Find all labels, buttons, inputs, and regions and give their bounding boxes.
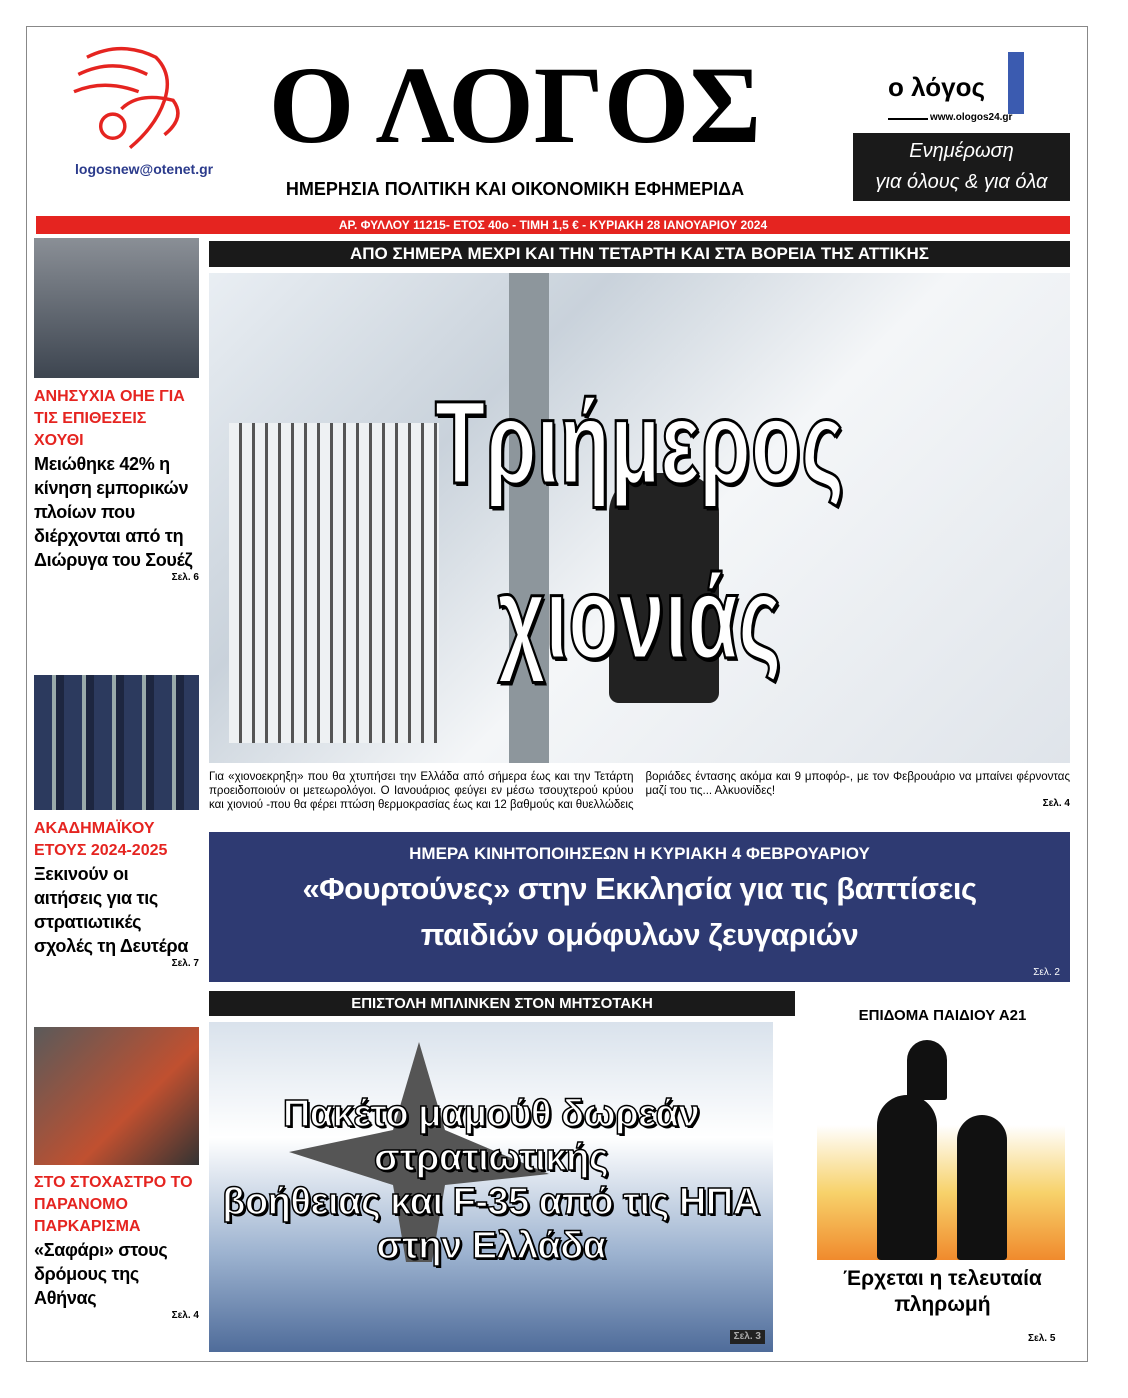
- fourth-headline-line-2: πληρωμή: [894, 1293, 991, 1316]
- parent-silhouette: [957, 1115, 1007, 1260]
- third-kicker: ΕΠΙΣΤΟΛΗ ΜΠΛΙΝΚΕΝ ΣΤΟΝ ΜΗΤΣΟΤΑΚΗ: [209, 991, 795, 1016]
- lead-kicker: ΑΠΟ ΣΗΜΕΡΑ ΜΕΧΡΙ ΚΑΙ ΤΗΝ ΤΕΤΑΡΤΗ ΚΑΙ ΣΤΑ ΒΟΡΕΙΑ ΤΗΣ ΑΤΤΙΚΗΣ: [209, 241, 1070, 267]
- contact-email[interactable]: logosnew@otenet.gr: [75, 161, 214, 177]
- sidebar-story-text: Μειώθηκε 42% η κίνηση εμπορικών πλοίων που διέρχονται από τη Διώρυγα του Σουέζ: [34, 454, 193, 570]
- page-ref: Σελ. 5: [1028, 1333, 1056, 1344]
- ologos24-logo-text: ο λόγος: [888, 72, 985, 102]
- lead-caption: [209, 770, 1070, 812]
- third-story-photo-jets[interactable]: [209, 1022, 773, 1352]
- page-ref: Σελ. 2: [1033, 967, 1060, 978]
- page-ref: Σελ. 4: [1042, 798, 1070, 809]
- parent-silhouette: [877, 1095, 937, 1260]
- sidebar-story-2[interactable]: [34, 818, 199, 970]
- issue-info-bar: ΑΡ. ΦΥΛΛΟΥ 11215- ΕΤΟΣ 40ο - ΤΙΜΗ 1,5 € - ΚΥΡΙΑΚΗ 28 ΙΑΝΟΥΑΡΙΟΥ 2024: [36, 216, 1070, 234]
- second-story-kicker: ΗΜΕΡΑ ΚΙΝΗΤΟΠΟΙΗΣΕΩΝ Η ΚΥΡΙΑΚΗ 4 ΦΕΒΡΟΥΑΡΙΟΥ: [409, 844, 870, 863]
- sidebar-story-text: «Σαφάρι» στους δρόμους της Αθήνας: [34, 1240, 168, 1308]
- page-ref: Σελ. 3: [730, 1330, 765, 1344]
- child-silhouette: [907, 1040, 947, 1100]
- sidebar-story-1[interactable]: [34, 386, 199, 584]
- page-ref: Σελ. 6: [171, 572, 199, 583]
- slogan-line-1: Ενημέρωση: [909, 140, 1014, 162]
- lead-caption-text: Για «χιονοεκρηξη» που θα χτυπήσει την Ελλάδα από σήμερα έως και την Τετάρτη προειδοποιούν οι μετεωρολόγοι. Ο Ιανουάριος φεύγει εν μέσω τσουχτερού κρύου και χιονιού -που θα φέρει πτώση θερμοκρασίας έως και 12 βαθμούς και θυελλώδεις βοριάδες έντασης ακόμα και 9 μποφόρ-, με τον Φεβρουάριο να μπαίνει φέρνοντας μαζί του τις... Αλκυονίδες!: [209, 771, 1070, 811]
- sidebar-photo-cadets: [34, 675, 199, 810]
- number-24-logo-icon: [1008, 52, 1024, 114]
- lead-headline-line-2: χιονιάς: [497, 552, 782, 684]
- second-headline-line-2: παιδιών ομόφυλων ζευγαριών: [420, 917, 859, 952]
- sidebar-story-kicker: ΑΝΗΣΥΧΙΑ ΟΗΕ ΓΙΑ ΤΙΣ ΕΠΙΘΕΣΕΙΣ ΧΟΥΘΙ: [34, 388, 185, 449]
- slogan-line-2: για όλους & για όλα: [875, 171, 1048, 193]
- second-story-box[interactable]: [209, 832, 1070, 982]
- third-headline-line-2: βοήθειας και F-35 από τις ΗΠΑ: [222, 1181, 760, 1223]
- site-url[interactable]: www.ologos24.gr: [930, 112, 1013, 123]
- page-ref: Σελ. 7: [171, 958, 199, 969]
- sidebar-story-text: Ξεκινούν οι αιτήσεις για τις στρατιωτικές σχολές τη Δευτέρα: [34, 864, 189, 956]
- lead-photo-snow[interactable]: [209, 273, 1070, 763]
- sidebar-story-3[interactable]: [34, 1172, 199, 1322]
- fourth-headline[interactable]: [815, 1266, 1070, 1318]
- lead-headline-line-1: Τριήμερος: [434, 377, 845, 509]
- sidebar-story-kicker: ΣΤΟ ΣΤΟΧΑΣΤΡΟ ΤΟ ΠΑΡΑΝΟΜΟ ΠΑΡΚΑΡΙΣΜΑ: [34, 1174, 193, 1235]
- divider: [888, 118, 928, 120]
- fourth-headline-line-1: Έρχεται η τελευταία: [843, 1267, 1042, 1290]
- pole-image: [509, 273, 549, 763]
- newspaper-title: Ο ΛΟΓΟΣ: [268, 44, 762, 166]
- sidebar-story-kicker: ΑΚΑΔΗΜΑΪΚΟΥ ΕΤΟΥΣ 2024-2025: [34, 820, 168, 859]
- page-ref: Σελ. 4: [171, 1310, 199, 1321]
- sidebar-photo-parking-ticket: [34, 1027, 199, 1165]
- third-headline-line-1: Πακέτο μαμούθ δωρεάν στρατιωτικής: [282, 1093, 700, 1179]
- fourth-photo-family-silhouette[interactable]: [817, 1035, 1065, 1260]
- logo-faces-illustration: [60, 40, 200, 152]
- third-headline-line-3: στην Ελλάδα: [376, 1225, 606, 1267]
- newspaper-subtitle: ΗΜΕΡΗΣΙΑ ΠΟΛΙΤΙΚΗ ΚΑΙ ΟΙΚΟΝΟΜΙΚΗ ΕΦΗΜΕΡΙΔΑ: [285, 179, 745, 199]
- second-headline-line-1: «Φουρτούνες» στην Εκκλησία για τις βαπτίσεις: [302, 871, 977, 906]
- sidebar-photo-ship: [34, 238, 199, 378]
- slogan-box: [853, 133, 1070, 201]
- fourth-kicker: ΕΠΙΔΟΜΑ ΠΑΙΔΙΟΥ Α21: [858, 1007, 1027, 1024]
